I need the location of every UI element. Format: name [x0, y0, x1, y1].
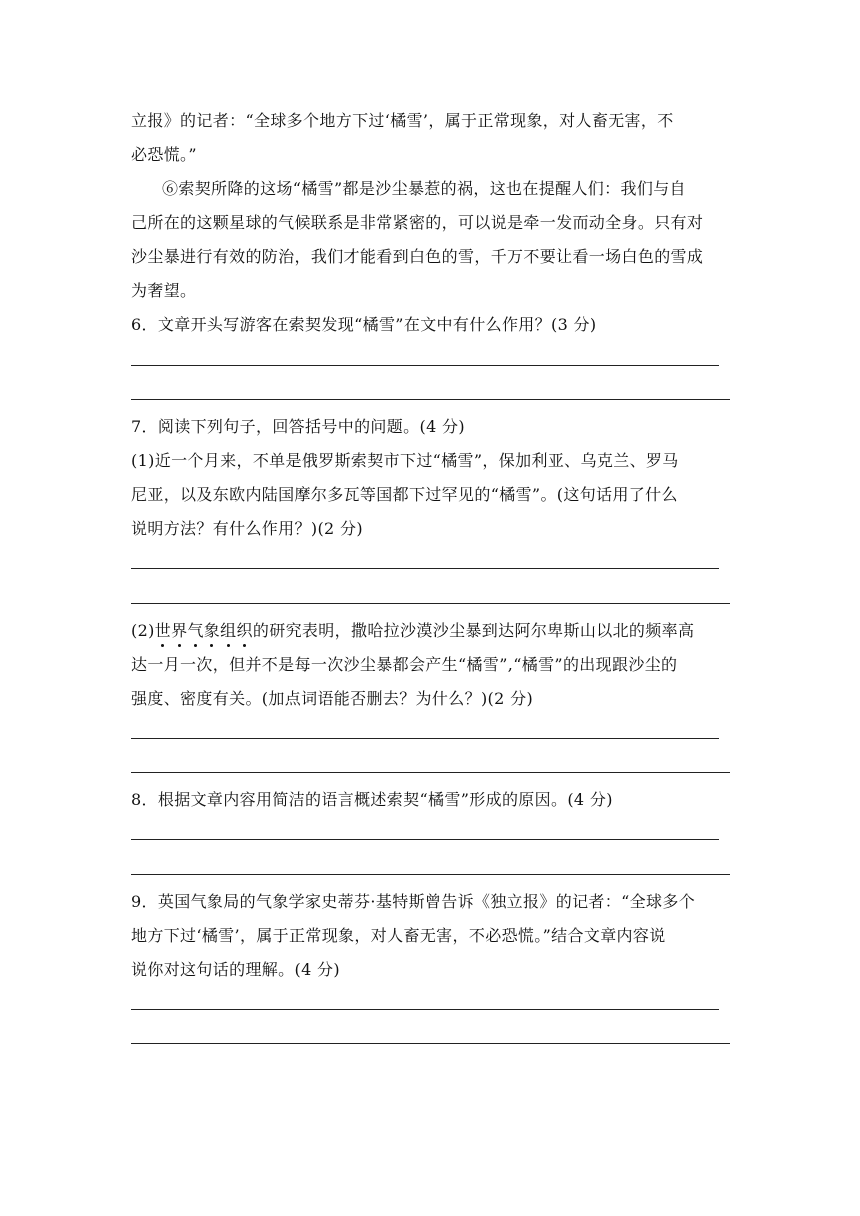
question-7-sentence-2: 达一月一次，但并不是每一次沙尘暴都会产生“橘雪”,“橘雪”的出现跟沙尘的 [131, 655, 678, 674]
question-9: 9．英国气象局的气象学家史蒂芬·基特斯曾告诉《独立报》的记者：“全球多个 [131, 892, 696, 911]
dotted-char: 组 [220, 621, 237, 640]
answer-line[interactable] [131, 568, 719, 569]
answer-line[interactable] [131, 1043, 730, 1044]
passage-line: 己所在的这颗星球的气候联系是非常紧密的，可以说是牵一发而动全身。只有对 [131, 213, 704, 232]
answer-line[interactable] [131, 738, 719, 739]
question-8: 8．根据文章内容用简洁的语言概述索契“橘雪”形成的原因。(4 分) [131, 790, 613, 809]
passage-line: 为奢望。 [131, 281, 197, 300]
answer-line[interactable] [131, 874, 730, 875]
dotted-char: 气 [187, 621, 204, 640]
question-7-sentence-1: 尼亚，以及东欧内陆国摩尔多瓦等国都下过罕见的“橘雪”。(这句话用了什么 [131, 485, 678, 504]
answer-line[interactable] [131, 772, 730, 773]
question-9: 地方下过‘橘雪’，属于正常现象，对人畜无害，不必恐慌。”结合文章内容说 [131, 926, 666, 945]
dotted-char: 象 [203, 621, 221, 640]
question-7-sentence-2: 强度、密度有关。(加点词语能否删去？为什么？)(2 分) [131, 689, 534, 708]
sentence-2-rest: 的研究表明，撒哈拉沙漠沙尘暴到达阿尔卑斯山以北的频率高 [252, 621, 695, 640]
answer-line[interactable] [131, 365, 719, 366]
answer-line[interactable] [131, 839, 719, 840]
answer-line[interactable] [131, 1009, 719, 1010]
question-6: 6．文章开头写游客在索契发现“橘雪”在文中有什么作用？(3 分) [131, 315, 597, 334]
passage-line: 立报》的记者：“全球多个地方下过‘橘雪’，属于正常现象，对人畜无害，不 [131, 111, 674, 130]
question-7-sentence-1: (1)近一个月来，不单是俄罗斯索契市下过“橘雪”，保加利亚、乌克兰、罗马 [131, 451, 679, 470]
dotted-char: 织 [236, 621, 253, 640]
dotted-char: 界 [171, 621, 188, 640]
dotted-char: 世 [154, 621, 172, 640]
passage-line: 沙尘暴进行有效的防治，我们才能看到白色的雪，千万不要让看一场白色的雪成 [131, 247, 704, 266]
answer-line[interactable] [131, 399, 730, 400]
question-7: 7．阅读下列句子，回答括号中的问题。(4 分) [131, 417, 465, 436]
question-9: 说你对这句话的理解。(4 分) [131, 960, 341, 979]
passage-line: 必恐慌。” [131, 145, 197, 164]
sentence-2-prefix: (2) [131, 621, 155, 640]
question-7-sentence-1: 说明方法？有什么作用？)(2 分) [131, 519, 363, 538]
answer-line[interactable] [131, 603, 730, 604]
paragraph-6-start: ⑥索契所降的这场“橘雪”都是沙尘暴惹的祸，这也在提醒人们：我们与自 [162, 179, 686, 198]
question-7-sentence-2 [131, 621, 731, 641]
